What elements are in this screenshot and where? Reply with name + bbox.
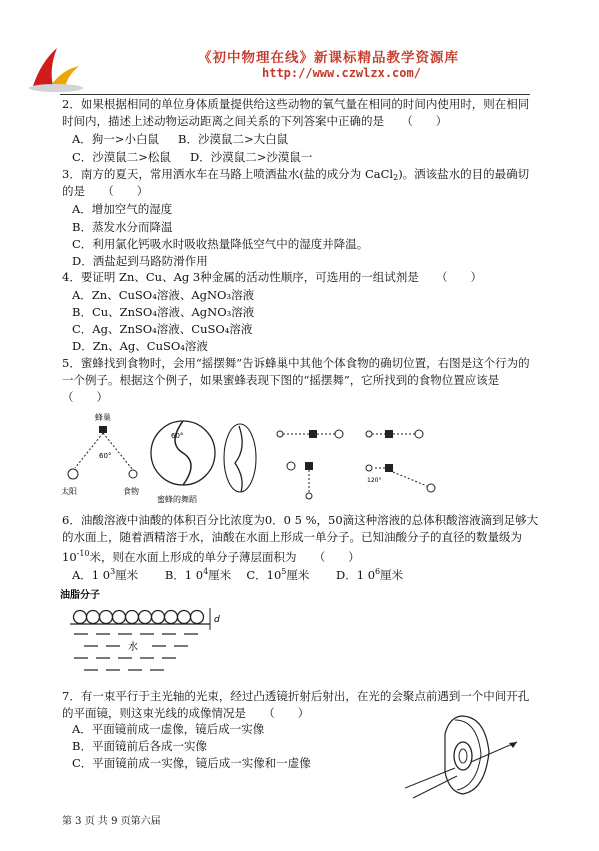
q6-line-2: 的水面上，随着酒精溶于水，油酸在水面上形成一单分子。已知油酸分子的直径的数量级为 (62, 530, 522, 544)
q4-option-c: C．Ag、ZnSO₄溶液、CuSO₄溶液 (72, 322, 253, 336)
option-b-figure (287, 462, 313, 499)
angle-label: 60° (99, 452, 112, 460)
q7-line-2: 的平面镜，则这束光线的成像情况是 （ ） (62, 706, 310, 720)
hive-label: 蜂巢 (95, 413, 111, 422)
q6-option-c: C．$10^5$厘米 (246, 567, 310, 582)
food-label: 食物 (123, 487, 139, 496)
q2-option-c: C．沙漠鼠二>松鼠 (72, 150, 171, 164)
q2-option-d: D．沙漠鼠二>沙漠鼠一 (190, 150, 313, 164)
option-c-figure (366, 430, 423, 438)
bee-dance-figure (55, 408, 545, 508)
option-a-figure (277, 430, 343, 438)
q6-power-exponent: -10 (76, 549, 90, 558)
q6-option-a: A．1 $0^3$厘米 (72, 567, 139, 582)
q5-line-3: （ ） (62, 390, 108, 404)
site-url[interactable]: http://www.czwlzx.com/ (262, 66, 421, 80)
wiggle-dance-ellipse (224, 424, 256, 492)
site-title: 《初中物理在线》新课标精品教学资源库 (198, 50, 459, 66)
header-divider (60, 94, 530, 95)
q3-line-1-tail: )。洒该盐水的目的最确切 (398, 167, 530, 181)
oil-molecule-label: 油脂分子 (60, 590, 100, 601)
bee-dance-circle (151, 421, 215, 504)
q2-option-a: A．狗一>小白鼠 (72, 132, 159, 146)
q7-option-c: C．平面镜前成一实像，镜后成一实像和一虚像 (72, 756, 311, 770)
q3-option-c: C．利用氯化钙吸水时吸收热量降低空气中的湿度并降温。 (72, 237, 369, 251)
q6-option-d: D．1 $0^6$厘米 (336, 567, 404, 582)
q2-line-1: 2．如果根据相同的单位身体质量提供给这些动物的氧气量在相同的时间内使用时，则在相同 (62, 97, 530, 111)
page-header (0, 40, 599, 96)
q3-line-1-text: 3．南方的夏天，常用洒水车在马路上喷洒盐水(盐的成分为 CaCl (62, 167, 394, 181)
sun-label: 太阳 (61, 487, 77, 496)
q7-option-b: B．平面镜前后各成一实像 (72, 739, 207, 753)
food-icon (129, 470, 137, 478)
hive-sun-food-diagram (61, 412, 139, 496)
q5-line-1: 5．蜜蜂找到食物时，会用“摇摆舞”告诉蜂巢中其他个体食物的确切位置，右图是这个行为的 (62, 356, 530, 370)
q3-subscript: 2 (393, 173, 399, 182)
oil-molecule-figure (60, 586, 230, 678)
water-label: 水 (128, 642, 138, 653)
q7-line-1: 7．有一束平行于主光轴的光束，经过凸透镜折射后射出，在光的会聚点前遇到一个中间开孔 (62, 689, 530, 703)
q5-line-2: 一个例子。根据这个例子，如果蜜蜂表现下图的“摇摆舞”，它所找到的食物位置应该是 (62, 373, 500, 387)
q2-line-2: 时间内，描述上述动物运动距离之间关系的下列答案中正确的是 （ ） (62, 114, 448, 128)
q4-option-b: B．Cu、ZnSO₄溶液、AgNO₃溶液 (72, 305, 255, 319)
q6-line-1: 6．油酸溶液中油酸的体积百分比浓度为0．0 5 %，50滴这种溶液的总体积酸溶液滴到足够大 (62, 513, 539, 527)
q3-option-d: D．洒盐起到马路防滑作用 (72, 254, 208, 268)
dance-label: 蜜蜂的舞蹈 (157, 495, 197, 504)
holed-mirror-figure (405, 712, 525, 800)
sun-icon (68, 469, 78, 479)
q6-line-3 (62, 546, 360, 565)
diameter-label: d (214, 615, 220, 625)
hive-icon (99, 426, 107, 433)
dance-angle-label: 60° (171, 432, 184, 440)
q3-option-b: B．蒸发水分而降温 (72, 220, 173, 234)
q3-line-2: 的是 （ ） (62, 184, 149, 198)
q7-option-a: A．平面镜前成一虚像，镜后成一实像 (72, 722, 265, 736)
q4-option-d: D．Zn、Ag、CuSO₄溶液 (72, 339, 208, 353)
q6-option-b: B．1 $0^4$厘米 (164, 567, 232, 582)
q3-option-a: A．增加空气的湿度 (72, 202, 173, 216)
site-logo-icon (27, 42, 85, 94)
q4-line-1: 4．要证明 Zn、Cu、Ag 3种金属的活动性顺序，可选用的一组试剂是 （ ） (62, 270, 482, 284)
oil-molecule-row (74, 611, 204, 624)
angle-120-label: 120° (367, 477, 382, 484)
q6-options (72, 564, 403, 583)
q2-option-b: B．沙漠鼠二>大白鼠 (178, 132, 289, 146)
q6-line-3-text: 米，则在水面上形成的单分子薄层面积为 （ ） (89, 550, 360, 564)
page-footer: 第 3 页 共 9 页第六届 (62, 816, 161, 827)
q4-option-a: A．Zn、CuSO₄溶液、AgNO₃溶液 (72, 288, 255, 302)
option-d-figure (366, 464, 435, 492)
q6-power-base: 10 (62, 550, 77, 564)
